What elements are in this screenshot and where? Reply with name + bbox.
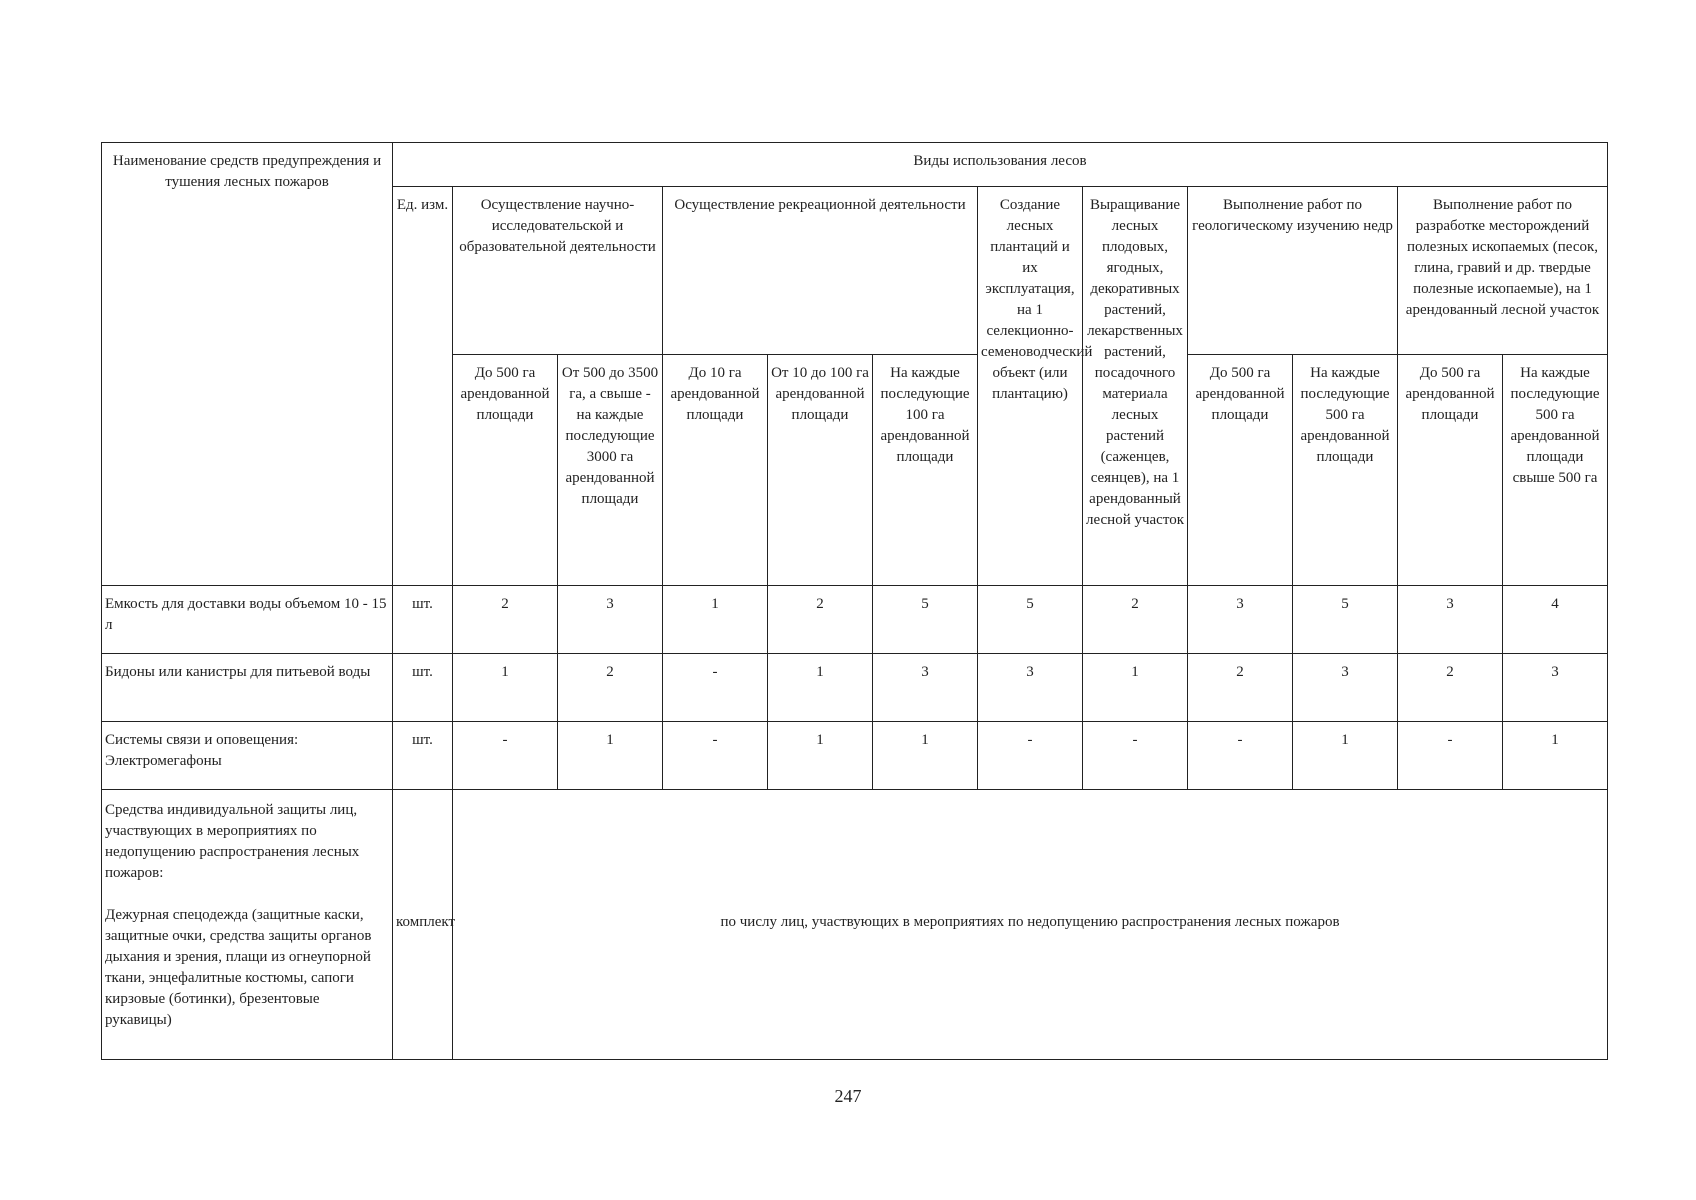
page-number: 247 <box>834 1086 862 1106</box>
row-name-line: Системы связи и оповещения: <box>105 732 299 748</box>
table-cell: 2 <box>768 586 873 654</box>
table-row <box>102 586 1608 654</box>
sub-header: До 500 га арендованной площади <box>1188 355 1293 586</box>
header-row-1 <box>102 143 1608 187</box>
table-cell: 1 <box>1503 722 1608 790</box>
table-cell: 2 <box>558 654 663 722</box>
sub-header: На каждые последующие 500 га арендованной площади свыше 500 га <box>1503 355 1608 586</box>
forest-fire-equipment-table <box>101 142 1608 1060</box>
table-cell: 5 <box>978 586 1083 654</box>
table-cell: - <box>1398 722 1503 790</box>
sub-header: На каждые последующие 500 га арендованной площади <box>1293 355 1398 586</box>
sub-header: До 500 га арендованной площади <box>453 355 558 586</box>
sub-header: От 500 до 3500 га, а свыше - на каждые последующие 3000 га арендованной площади <box>558 355 663 586</box>
recreational-activity-header: Осуществление рекреационной деятельности <box>663 187 978 355</box>
plant-growing-header: Выращивание лесных плодовых, ягодных, декоративных растений, лекарственных растений, посадочного материала лесных растений (саженцев, сеянцев), на 1 арендованный лесной участок <box>1083 187 1188 586</box>
table-cell: 1 <box>453 654 558 722</box>
row-name <box>102 722 393 790</box>
unit-column-header: Ед. изм. <box>393 187 453 586</box>
plantations-header: Создание лесных плантаций и их эксплуатация, на 1 селекционно-семеноводческий объект (или плантацию) <box>978 187 1083 586</box>
sub-header: До 500 га арендованной площади <box>1398 355 1503 586</box>
table-cell: 3 <box>1503 654 1608 722</box>
table-cell: 1 <box>1083 654 1188 722</box>
ppe-group-name: Средства индивидуальной защиты лиц, участвующих в мероприятиях по недопущению распространения лесных пожаров: <box>105 802 360 881</box>
table-cell: 3 <box>978 654 1083 722</box>
mining-header: Выполнение работ по разработке месторождений полезных ископаемых (песок, глина, гравий и др. твердые полезные ископаемые), на 1 арендованный лесной участок <box>1398 187 1608 355</box>
table-cell: - <box>1188 722 1293 790</box>
ppe-item-name: Дежурная спецодежда (защитные каски, защитные очки, средства защиты органов дыхания и зрения, плащи из огнеупорной ткани, энцефалитные костюмы, сапоги кирзовые (ботинки), брезентовые рукавицы) <box>105 907 372 1028</box>
table-cell: 5 <box>873 586 978 654</box>
table-cell: 1 <box>1293 722 1398 790</box>
scientific-activity-header: Осуществление научно-исследовательской и образовательной деятельности <box>453 187 663 355</box>
table-row <box>102 654 1608 722</box>
ppe-row <box>102 790 1608 1060</box>
table-cell: 1 <box>873 722 978 790</box>
geology-header: Выполнение работ по геологическому изучению недр <box>1188 187 1398 355</box>
table-cell: - <box>1083 722 1188 790</box>
name-column-header: Наименование средств предупреждения и тушения лесных пожаров <box>102 143 393 586</box>
row-name-line: Электромегафоны <box>105 753 222 769</box>
table-row <box>102 722 1608 790</box>
row-name: Бидоны или канистры для питьевой воды <box>102 654 393 722</box>
table-cell: 1 <box>558 722 663 790</box>
table-cell: 3 <box>558 586 663 654</box>
row-unit: шт. <box>393 722 453 790</box>
ppe-name-cell <box>102 790 393 1060</box>
table-cell: 3 <box>1293 654 1398 722</box>
ppe-unit: комплект <box>393 790 453 1060</box>
table-cell: - <box>663 722 768 790</box>
table-cell: 3 <box>1398 586 1503 654</box>
table-cell: 1 <box>768 722 873 790</box>
table-cell: 4 <box>1503 586 1608 654</box>
table-cell: 2 <box>453 586 558 654</box>
sub-header: На каждые последующие 100 га арендованной площади <box>873 355 978 586</box>
sub-header: От 10 до 100 га арендованной площади <box>768 355 873 586</box>
table-cell: - <box>453 722 558 790</box>
table-cell: 3 <box>1188 586 1293 654</box>
ppe-quantity-note: по числу лиц, участвующих в мероприятиях по недопущению распространения лесных пожаров <box>453 790 1608 1060</box>
table-cell: - <box>663 654 768 722</box>
table-cell: 5 <box>1293 586 1398 654</box>
table-cell: 2 <box>1398 654 1503 722</box>
table-cell: 2 <box>1188 654 1293 722</box>
table-cell: 1 <box>768 654 873 722</box>
row-name: Емкость для доставки воды объемом 10 - 15 л <box>102 586 393 654</box>
row-unit: шт. <box>393 654 453 722</box>
table-cell: 1 <box>663 586 768 654</box>
row-unit: шт. <box>393 586 453 654</box>
table-cell: 2 <box>1083 586 1188 654</box>
table-cell: - <box>978 722 1083 790</box>
table-cell: 3 <box>873 654 978 722</box>
forest-uses-header: Виды использования лесов <box>393 143 1608 187</box>
sub-header: До 10 га арендованной площади <box>663 355 768 586</box>
